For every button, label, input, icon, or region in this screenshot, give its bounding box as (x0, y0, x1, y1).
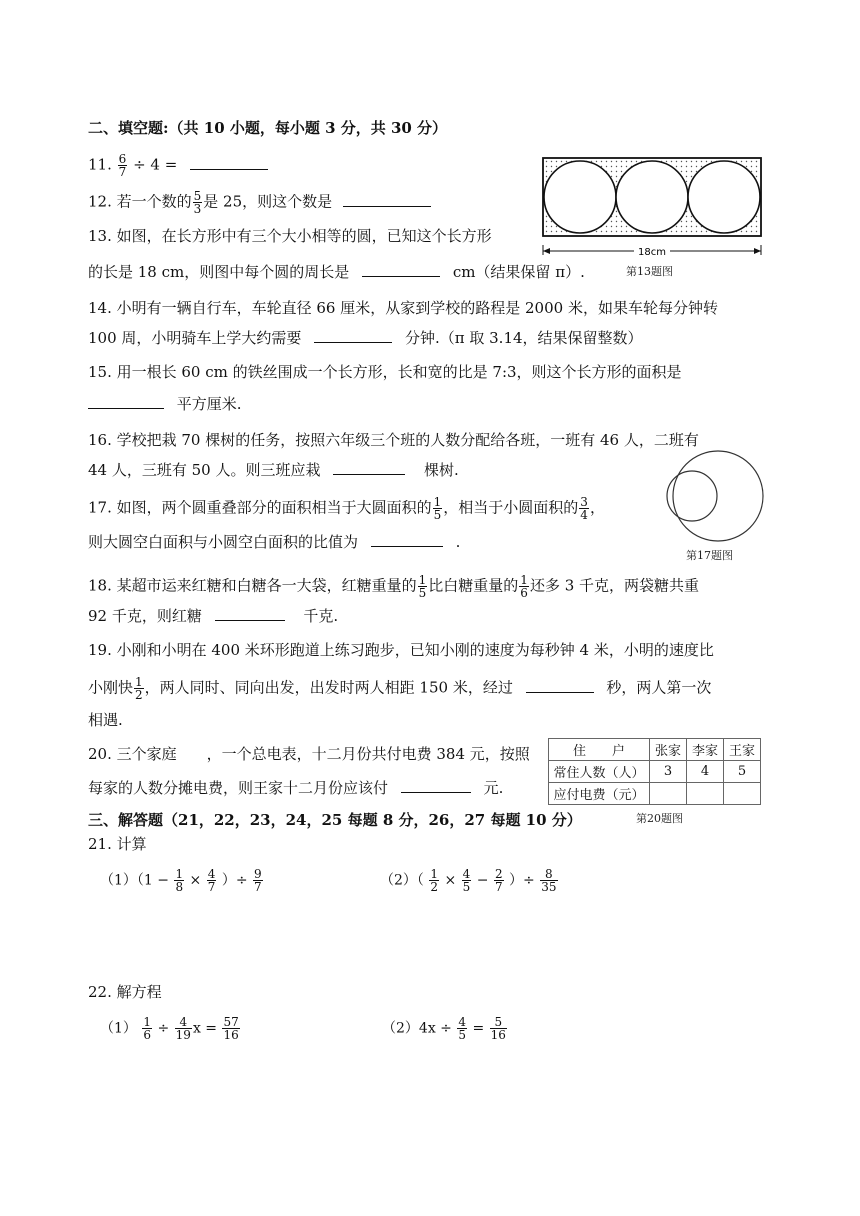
q20-row2-label: 应付电费（元） (549, 783, 650, 805)
q19-fraction: $\frac{1}{2}$ (135, 675, 143, 702)
q16-answer-blank[interactable] (333, 460, 405, 475)
q17-large-circle (673, 451, 763, 541)
q18-text-d: 92 千克，则红糖 (88, 607, 202, 625)
q11-fraction (118, 153, 128, 178)
q13-caption: 第13题图 (626, 265, 673, 278)
q20-row2-zhang[interactable] (650, 783, 687, 805)
q19-text-c: 秒，两人第一次 (606, 678, 712, 697)
question-17-line-2 (88, 532, 460, 552)
q15-answer-blank[interactable] (88, 394, 164, 409)
q11-prefix: 11. (88, 155, 112, 174)
q12-fraction (193, 190, 203, 215)
q20-text-b: 元. (483, 779, 504, 797)
question-13-line-1: 13. 如图，在长方形中有三个大小相等的圆，已知这个长方形 (88, 227, 492, 245)
q18-text-c: 还多 3 千克，两袋糖共重 (529, 576, 700, 595)
q20-row1-label: 常住人数（人） (549, 761, 650, 783)
q12-answer-blank[interactable] (343, 192, 431, 207)
q21-part-1: （1）（1 − $\frac{1}{8}$ × $\frac{4}{7}$ ）÷ $\frac{9}{7}$ (100, 867, 262, 894)
q20-row1-li: 4 (687, 761, 724, 783)
q17-caption: 第17题图 (686, 549, 733, 562)
q16-text-b: 棵树. (424, 461, 459, 479)
question-16-line-1: 16. 学校把栽 70 棵树的任务，按照六年级三个班的人数分配给各班，一班有 46 人，二班有 (88, 431, 699, 449)
q19-text-b: ，两人同时、同向出发，出发时两人相距 150 米，经过 (144, 678, 513, 697)
q20-header-li: 李家 (687, 739, 724, 761)
q20-header-households: 住 户 (549, 739, 650, 761)
question-18-line-2 (88, 606, 338, 626)
q13-circle-3 (688, 161, 760, 233)
q18-text-b: 比白糖重量的 (428, 576, 519, 595)
question-11 (88, 153, 268, 178)
q13-dimension-label: 18cm (638, 247, 666, 258)
question-14-line-1: 14. 小明有一辆自行车，车轮直径 66 厘米，从家到学校的路程是 2000 米，如果车轮每分钟转 (88, 299, 718, 317)
q20-table (548, 738, 761, 805)
q22-part-1: （1） $\frac{1}{6}$ ÷ $\frac{4}{19}$ x = $\frac{57}{16}$ (100, 1015, 239, 1042)
question-16-line-2 (88, 460, 459, 480)
question-19-line-2 (88, 676, 711, 701)
q17-figure (660, 448, 770, 544)
q15-text-b: 平方厘米. (176, 395, 242, 413)
question-13-line-2 (88, 262, 585, 282)
section-2-header: 二、填空题:（共 10 小题，每小题 3 分，共 30 分） (88, 119, 448, 137)
q18-text-a: 18. 某超市运来红糖和白糖各一大袋，红糖重量的 (88, 576, 417, 595)
q13-text-a: 的长是 18 cm，则图中每个圆的周长是 (88, 263, 350, 281)
q17-text-a: 17. 如图，两个圆重叠部分的面积相当于大圆面积的 (88, 498, 432, 517)
q20-row1-wang: 5 (724, 761, 761, 783)
question-21-title: 21. 计算 (88, 835, 147, 853)
q11-answer-blank[interactable] (190, 155, 268, 170)
q13-figure (540, 155, 766, 277)
q20-text-a: 每家的人数分摊电费，则王家十二月份应该付 (88, 779, 389, 797)
q16-text-a: 44 人，三班有 50 人。则三班应栽 (88, 461, 321, 479)
q12-num: 5 (193, 189, 202, 203)
q17-fraction-1: $\frac{1}{5}$ (433, 495, 442, 522)
q21-part-2: （2）（ $\frac{1}{2}$ × $\frac{4}{5}$ − $\frac{2}{7}$ ）÷ $\frac{8}{35}$ (380, 867, 557, 894)
q14-text-b: 分钟.（π 取 3.14，结果保留整数） (404, 329, 643, 347)
question-20-line-2 (88, 778, 503, 798)
q20-table-header-row (549, 739, 761, 761)
q22-part-2: （2）4x ÷ $\frac{4}{5}$ = $\frac{5}{16}$ (382, 1015, 506, 1042)
q13-circle-2 (616, 161, 688, 233)
q19-answer-blank[interactable] (526, 678, 594, 693)
q12-prefix: 12. 若一个数的 (88, 192, 192, 211)
q17-text-b: ，相当于小圆面积的 (443, 498, 579, 517)
q17-text-e: . (455, 533, 461, 551)
q17-small-circle (667, 471, 717, 521)
q20-table-row-residents (549, 761, 761, 783)
q13-answer-blank[interactable] (362, 262, 440, 277)
question-15-line-1: 15. 用一根长 60 cm 的铁丝围成一个长方形，长和宽的比是 7:3，则这个长方形的面积是 (88, 363, 682, 381)
q19-text-a: 小刚快 (88, 678, 134, 697)
q14-text-a: 100 周，小明骑车上学大约需要 (88, 329, 302, 347)
question-15-line-2 (88, 394, 242, 414)
q13-text-b: cm（结果保留 π）. (452, 263, 585, 281)
question-19-line-1: 19. 小刚和小明在 400 米环形跑道上练习跑步，已知小刚的速度为每秒钟 4 米，小明的速度比 (88, 641, 714, 659)
q12-rest: 是 25，则这个数是 (203, 192, 333, 211)
q20-table-row-fee (549, 783, 761, 805)
q17-fraction-2: $\frac{3}{4}$ (580, 495, 588, 522)
q18-fraction-2: $\frac{1}{6}$ (520, 573, 528, 600)
q20-row1-zhang: 3 (650, 761, 687, 783)
q11-den: 7 (118, 165, 127, 179)
q12-den: 3 (193, 202, 202, 216)
q14-answer-blank[interactable] (314, 328, 392, 343)
section-3-header: 三、解答题（21，22，23，24，25 每题 8 分，26，27 每题 10 分） (88, 811, 582, 829)
question-18-line-1 (88, 574, 699, 599)
question-19-line-3: 相遇. (88, 711, 123, 729)
q17-text-d: 则大圆空白面积与小圆空白面积的比值为 (88, 533, 359, 551)
question-14-line-2 (88, 328, 643, 348)
q11-num: 6 (118, 152, 127, 166)
q20-row2-li[interactable] (687, 783, 724, 805)
q20-header-wang: 王家 (724, 739, 761, 761)
q20-caption: 第20题图 (636, 812, 683, 825)
q20-header-zhang: 张家 (650, 739, 687, 761)
q17-answer-blank[interactable] (371, 532, 443, 547)
question-12 (88, 190, 431, 215)
q20-row2-wang[interactable] (724, 783, 761, 805)
q20-answer-blank[interactable] (401, 778, 471, 793)
question-22-title: 22. 解方程 (88, 983, 162, 1001)
q18-fraction-1: $\frac{1}{5}$ (418, 573, 427, 600)
q18-answer-blank[interactable] (215, 606, 285, 621)
q17-text-c: ， (589, 498, 605, 517)
question-17-line-1 (88, 496, 605, 521)
question-20-line-1: 20. 三个家庭 ，一个总电表，十二月份共付电费 384 元，按照 (88, 745, 530, 763)
q18-text-e: 千克. (303, 607, 339, 625)
q11-rest: ÷ 4 = (133, 155, 178, 174)
q13-circle-1 (544, 161, 616, 233)
